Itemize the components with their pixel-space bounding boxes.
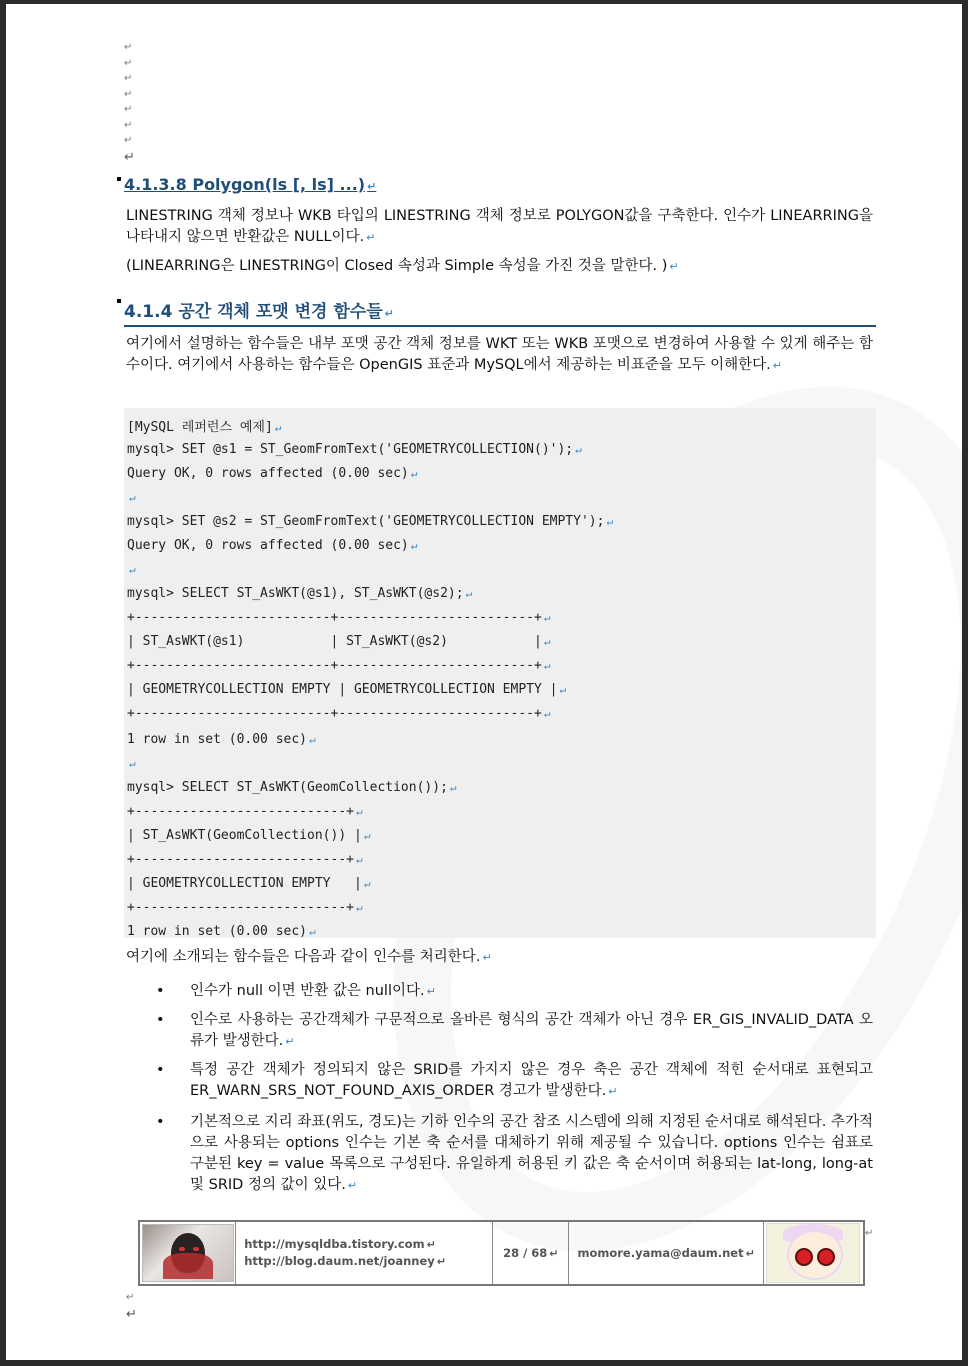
code-line: Query OK, 0 rows affected (0.00 sec) ↵: [127, 466, 418, 481]
heading-bullet-square: [117, 177, 121, 181]
code-line: | ST_AsWKT(@s1) | ST_AsWKT(@s2) | ↵: [127, 634, 551, 649]
para-mark: ↵: [124, 135, 133, 146]
heading-bullet-square: [117, 299, 121, 303]
page-footer: [138, 1220, 865, 1286]
code-line: mysql> SET @s2 = ST_GeomFromText('GEOMETRYCOLLECTION EMPTY'); ↵: [127, 514, 614, 529]
para-mark: ↵: [126, 1306, 137, 1322]
footer-page-number: 28 / 68 ↵: [493, 1222, 569, 1284]
avatar: [142, 1224, 234, 1282]
para-mark: ↵: [124, 88, 133, 100]
footer-url-daum[interactable]: http://blog.daum.net/joanney: [244, 1254, 435, 1268]
code-line: ↵: [129, 563, 136, 576]
empty-paragraph-marks-bottom: [126, 1290, 137, 1324]
code-line: +---------------------------+ ↵: [127, 852, 363, 867]
code-line: +---------------------------+ ↵: [127, 804, 363, 819]
code-line: mysql> SET @s1 = ST_GeomFromText('GEOMETRYCOLLECTION()'); ↵: [127, 442, 582, 457]
code-line: +-------------------------+-------------------------+ ↵: [127, 658, 551, 673]
code-line: ↵: [129, 491, 136, 504]
code-line: ↵: [129, 757, 136, 770]
footer-urls: http://mysqldba.tistory.com ↵ http://blog.daum.net/joanney ↵: [236, 1222, 493, 1284]
code-line: mysql> SELECT ST_AsWKT(@s1), ST_AsWKT(@s2); ↵: [127, 586, 473, 601]
para-mark: ↵: [124, 42, 133, 53]
code-example-block: [124, 408, 876, 938]
para-mark: ↵: [124, 104, 133, 115]
code-line: [MySQL 레퍼런스 예제] ↵: [127, 420, 282, 435]
footer-avatar-left: [140, 1222, 236, 1284]
footer-avatar-right: [764, 1222, 863, 1284]
para-mark: ↵: [126, 1292, 135, 1303]
code-line: 1 row in set (0.00 sec) ↵: [127, 924, 316, 939]
code-line: | ST_AsWKT(GeomCollection()) | ↵: [127, 828, 371, 843]
format-functions-intro: 여기에서 설명하는 함수들은 내부 포맷 공간 객체 정보를 WKT 또는 WKB 포맷으로 변경하여 사용할 수 있게 해주는 함수이다. 여기에서 사용하는 함수들은 OpenGIS 표준과 MySQL에서 제공하는 비표준을 모두 이해한다. ↵: [126, 336, 873, 373]
code-line: mysql> SELECT ST_AsWKT(GeomCollection()); ↵: [127, 780, 457, 795]
para-mark: ↵: [124, 149, 135, 165]
avatar: [766, 1223, 860, 1283]
footer-email: momore.yama@daum.net ↵: [569, 1222, 763, 1284]
section-heading-4-1-4: 4.1.4 공간 객체 포맷 변경 함수들 ↵: [124, 297, 876, 327]
code-line: +-------------------------+-------------------------+ ↵: [127, 610, 551, 625]
footer-url-tistory[interactable]: http://mysqldba.tistory.com: [244, 1237, 425, 1251]
linearring-note: (LINEARRING은 LINESTRING이 Closed 속성과 Simple 속성을 가진 것을 말한다. ) ↵: [126, 258, 679, 274]
document-page: ↵ ↵ ↵ ↵ ↵ ↵ ↵ ↵ 4.1.3.8 Polygon(ls [, ls] ...) ↵ LINESTRING 객체 정보나 WKB 타입의 LINESTRING 객체 정보로 POLYGON값을 구축한다. 인수가 LINEARRING을 나타내지 않으면 반환값은 NULL이다. ↵ (LINEARRING은 LINESTRING이 Closed 속성과 Simple 속성을 가진 것을 말한다. ) ↵ 4.1.4 공간 객체 포맷 변경 함수들 ↵ 여기에서 설명하는 함수들은 내부 포맷 공간 객체 정보를 WKT 또는 WKB 포맷으로 변경하여 사용할 수 있게 해주는 함수이다. 여기에서 사용하는 함수들은 OpenGIS 표준과 MySQL에서 제공하는 비표준을 모두 이해한다. ↵ [MySQL 레퍼런스 예제] ↵ mysql> SET @s1 = ST_GeomFromText('GEOMETRYCOLLECTION()'); ↵ Query OK, 0 rows affected (0.00 sec) ↵ ↵ mysql> SET @s2 = ST_GeomFromText('GEOMETRYCOLLECTION EMPTY'); ↵ Query OK, 0 rows affected (0.00 sec) ↵ ↵ mysql> SELECT ST_AsWKT(@s1), ST_AsWKT(@s2); ↵ +-------------------------+-------------------------+ ↵ | ST_AsWKT(@s1) | ST_AsWKT(@s2) | ↵ +-------------------------+-------------------------+ ↵ | GEOMETRYCOLLECTION EMPTY | GEOMETRYCOLLECTION EMPTY | ↵ +-------------------------+-------------------------+ ↵ 1 row in set (0.00 sec) ↵ ↵ mysql> SELECT ST_AsWKT(GeomCollection()); ↵ +---------------------------+ ↵ | ST_AsWKT(GeomCollection()) | ↵ +---------------------------+ ↵ | GEOMETRYCOLLECTION EMPTY | ↵ +---------------------------+ ↵ 1 row in set (0.00 sec) ↵ 여기에 소개되는 함수들은 다음과 같이 인수를 처리한다. ↵ • 인수가 null 이면 반환 값은 null이다. ↵ • 인수로 사용하는 공간객체가 구문적으로 올바른 형식의 공간 객체가 아닌 경우 ER_GIS_INVALID_DATA 오류가 발생한다. ↵ • 특정 공간 객체가 정의되지 않은 SRID를 가지지 않은 경우 축은 공간 객체에 적힌 순서대로 표현되고 ER_WARN_SRS_NOT_FOUND_AXIS_ORDER 경고가 발생한다. ↵ • 기본적으로 지리 좌표(위도, 경도)는 기하 인수의 공간 참조 시스템에 의해 지정된 순서대로 해석된다. 추가적으로 사용되는 options 인수는 기본 축 순서를 대체하기 위해 제공될 수 있습니다. options 인수는 쉼표로 구분된 key = value 목록으로 구성된다. 유일하게 허용된 키 값은 축 순서이며 허용되는 lat-long, long-at 및 SRID 정의 값이 있다. ↵ http://mysqldba.tistory.com ↵ http://blog.daum.net/joanney ↵ 28 / 68 ↵ momore.yama@daum.net ↵ ↵ ↵ ↵: [6, 4, 962, 1360]
argument-handling-intro: 여기에 소개되는 함수들은 다음과 같이 인수를 처리한다. ↵: [126, 949, 492, 965]
para-mark: ↵: [124, 119, 133, 131]
code-line: 1 row in set (0.00 sec) ↵: [127, 732, 316, 747]
code-line: +---------------------------+ ↵: [127, 900, 363, 915]
empty-paragraph-marks: [124, 40, 164, 167]
code-line: | GEOMETRYCOLLECTION EMPTY | GEOMETRYCOLLECTION EMPTY | ↵: [127, 682, 567, 697]
para-mark: ↵: [124, 57, 133, 69]
code-line: Query OK, 0 rows affected (0.00 sec) ↵: [127, 538, 418, 553]
code-line: +-------------------------+-------------------------+ ↵: [127, 706, 551, 721]
para-mark: ↵: [865, 1228, 874, 1239]
polygon-description: LINESTRING 객체 정보나 WKB 타입의 LINESTRING 객체 정보로 POLYGON값을 구축한다. 인수가 LINEARRING을 나타내지 않으면 반환값은 NULL이다. ↵: [126, 208, 873, 245]
para-mark: ↵: [124, 73, 133, 84]
code-line: | GEOMETRYCOLLECTION EMPTY | ↵: [127, 876, 371, 891]
section-heading-4-1-3-8: 4.1.3.8 Polygon(ls [, ls] ...) ↵: [124, 175, 376, 194]
